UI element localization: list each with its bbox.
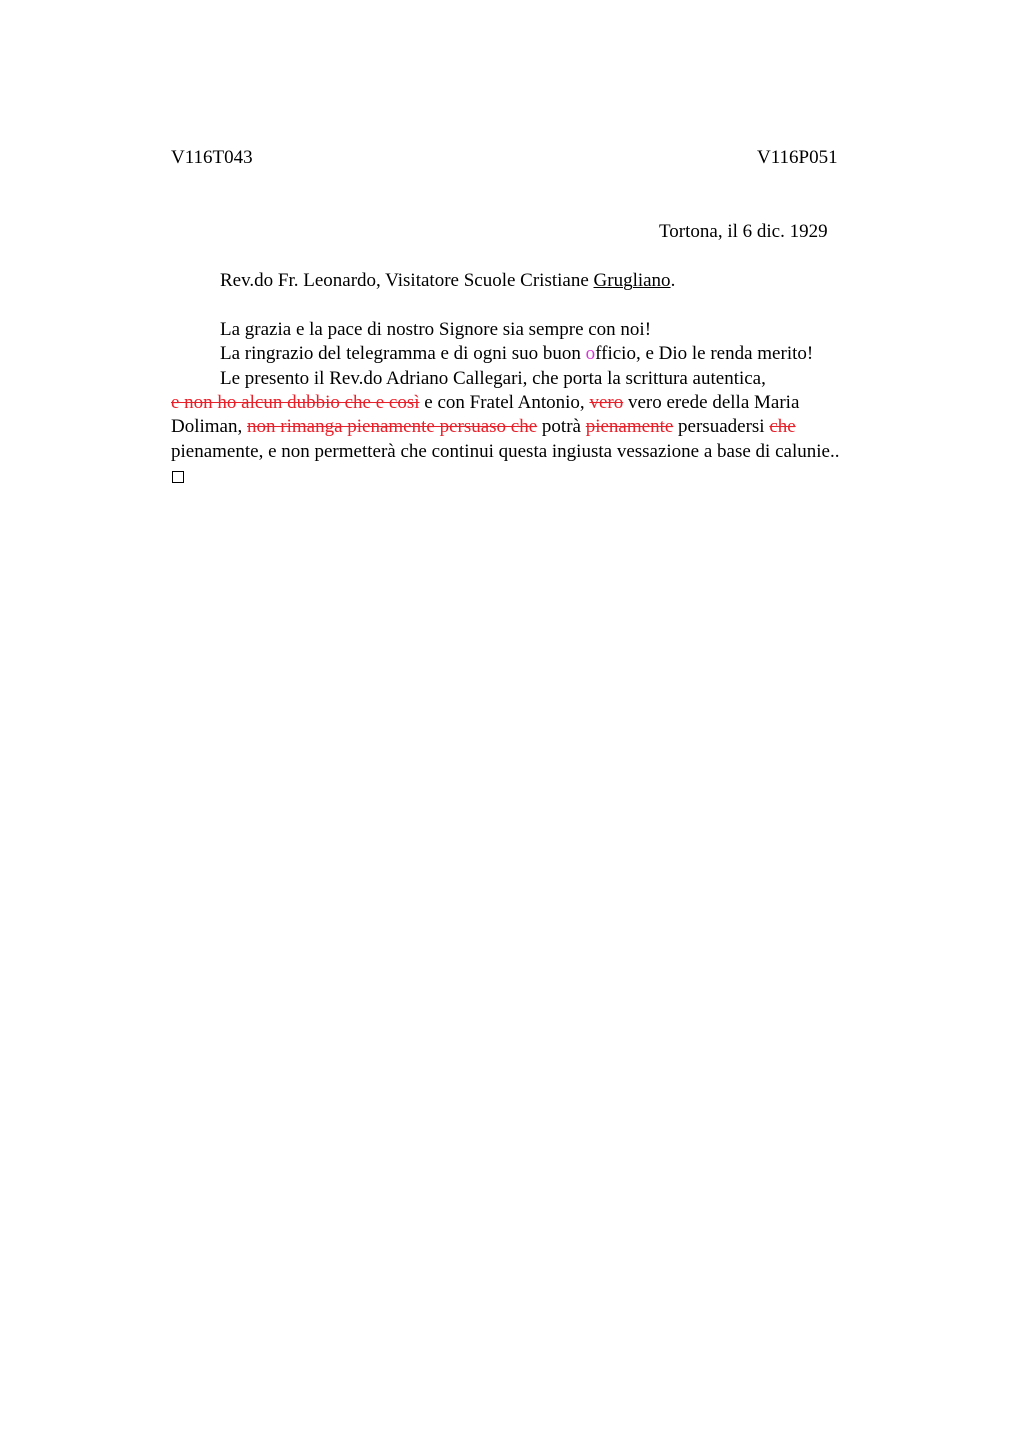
line5-text-c: persuadersi: [673, 416, 770, 437]
inserted-letter: o: [585, 343, 596, 364]
left-code: V116T043: [171, 147, 253, 168]
body-line-3: Le presento il Rev.do Adriano Callegari, che porta la scrittura autentica,: [220, 368, 766, 389]
deleted-text: che: [769, 416, 796, 437]
deleted-text: pienamente: [585, 416, 674, 437]
line2-text-b: fficio, e Dio le renda merito!: [595, 343, 814, 364]
line5-text-b: potrà: [537, 416, 586, 437]
address-text: Rev.do Fr. Leonardo, Visitatore Scuole Cristiane: [220, 270, 594, 291]
line2-text-a: La ringrazio del telegramma e di ogni suo buon: [220, 343, 586, 364]
deleted-text: e non ho alcun dubbio che e così: [171, 392, 420, 413]
body-line-1: La grazia e la pace di nostro Signore sia sempre con noi!: [220, 319, 652, 340]
line5-text-a: Doliman,: [171, 416, 247, 437]
body-line-5: [171, 415, 796, 439]
address-end: .: [670, 270, 676, 291]
deleted-text: non rimanga pienamente persuaso che: [247, 416, 538, 437]
deleted-text: vero: [589, 392, 624, 413]
address-line: [220, 269, 675, 293]
body-line-6: pienamente, e non permetterà che continui questa ingiusta vessazione a base di calunie..: [171, 441, 840, 462]
body-line-2: [220, 342, 813, 366]
right-code: V116P051: [757, 147, 838, 168]
line4-text-a: e con Fratel Antonio,: [419, 392, 590, 413]
address-place: Grugliano: [593, 270, 671, 291]
body-line-4: [171, 391, 799, 415]
end-marker: [172, 466, 184, 490]
square-box-icon: [172, 471, 184, 483]
date-line: Tortona, il 6 dic. 1929: [659, 221, 828, 242]
line4-text-b: vero erede della Maria: [623, 392, 800, 413]
